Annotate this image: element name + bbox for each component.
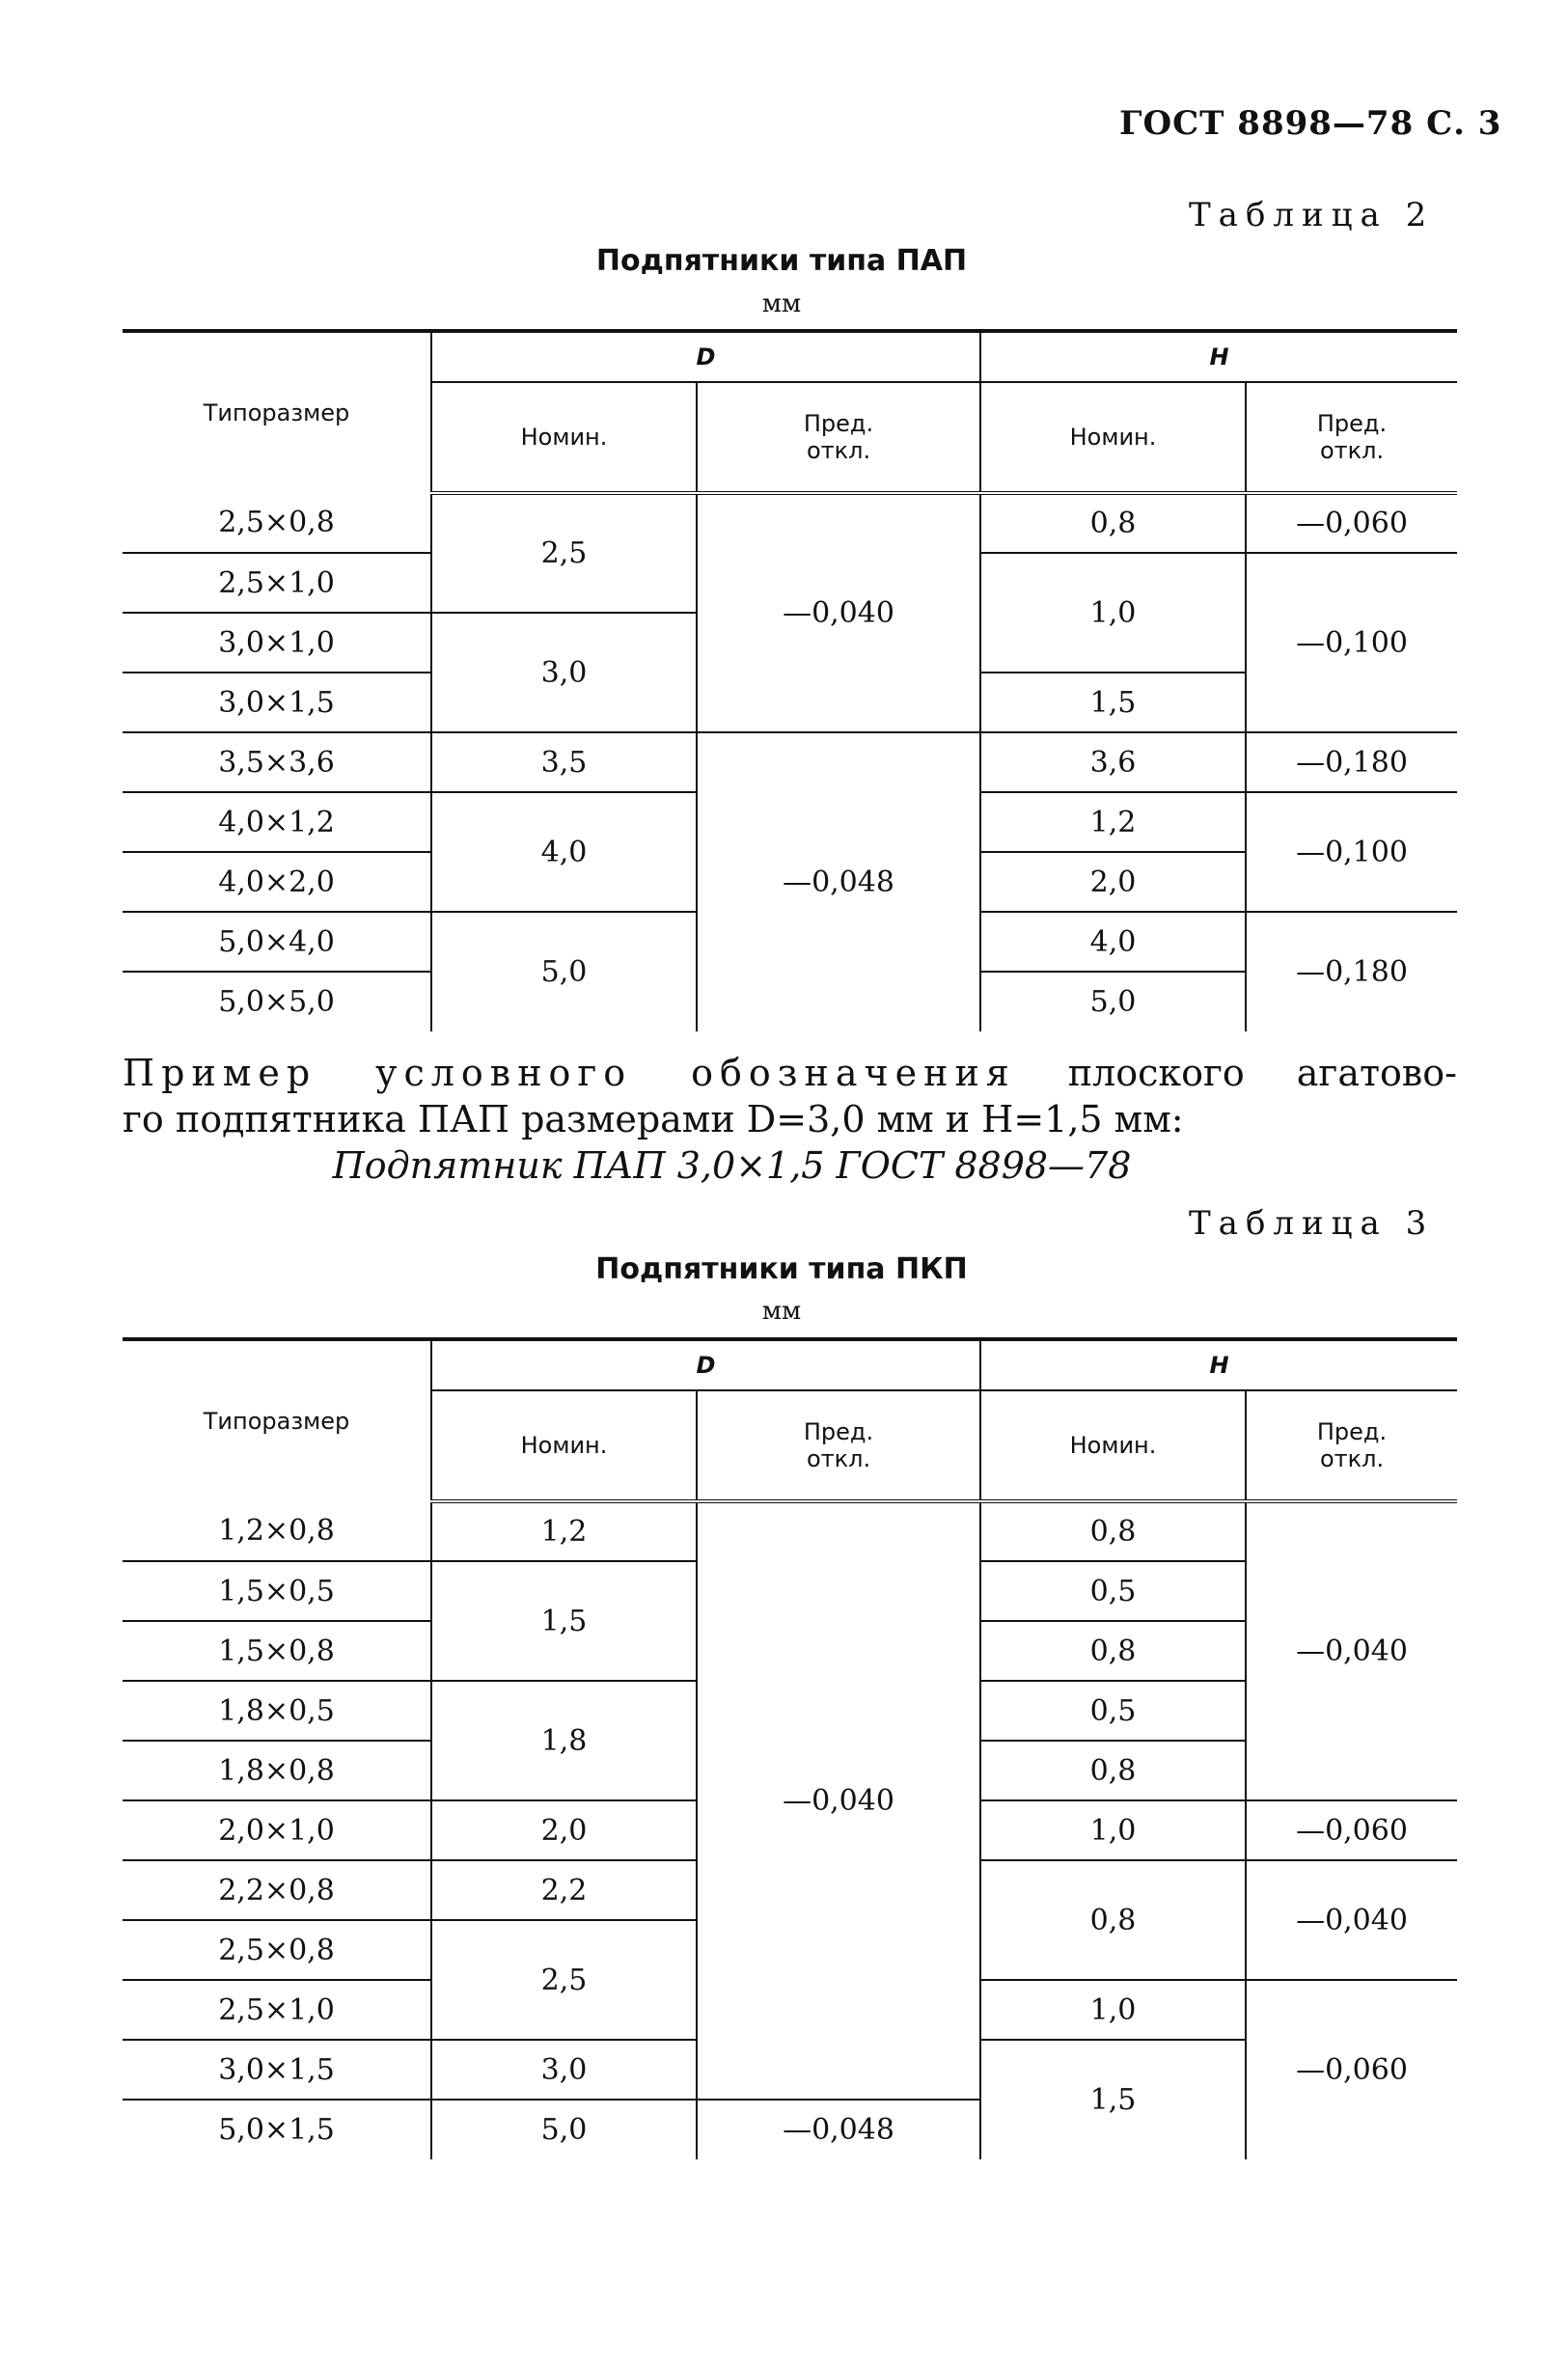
- cell-h-nominal: 4,0: [980, 912, 1246, 972]
- col-h-header: H: [980, 1339, 1457, 1390]
- deviation-line1: Пред.: [803, 410, 874, 437]
- table3: [123, 1337, 1457, 2159]
- cell-size: 1,5×0,5: [123, 1561, 431, 1621]
- deviation-line2: откл.: [806, 437, 871, 464]
- col-d-deviation: [697, 382, 980, 493]
- col-size-header: Типоразмер: [123, 331, 431, 493]
- col-h-deviation: [1246, 382, 1457, 493]
- table3-title: Подпятники типа ПКП: [595, 1252, 968, 1286]
- cell-size: 3,5×3,6: [123, 732, 431, 792]
- cell-d-nominal: 2,5: [431, 1920, 697, 2040]
- cell-d-nominal: 2,5: [431, 493, 697, 613]
- table2-label: Таблица 2: [1189, 196, 1435, 234]
- cell-h-nominal: 0,8: [980, 493, 1246, 553]
- col-d-header: D: [431, 1339, 980, 1390]
- cell-h-nominal: 0,5: [980, 1681, 1246, 1741]
- cell-d-deviation: —0,040: [697, 493, 980, 732]
- cell-d-nominal: 5,0: [431, 2100, 697, 2159]
- cell-size: 1,8×0,8: [123, 1741, 431, 1800]
- table-row: [123, 732, 1457, 792]
- cell-d-nominal: 5,0: [431, 912, 697, 1031]
- cell-h-nominal: 1,2: [980, 792, 1246, 852]
- cell-size: 2,2×0,8: [123, 1860, 431, 1920]
- cell-size: 2,5×1,0: [123, 553, 431, 613]
- cell-d-nominal: 4,0: [431, 792, 697, 912]
- cell-h-deviation: —0,060: [1246, 1800, 1457, 1860]
- cell-size: 3,0×1,5: [123, 2040, 431, 2100]
- cell-h-nominal: 0,8: [980, 1860, 1246, 1980]
- deviation-line1: Пред.: [1316, 410, 1388, 437]
- example-line-1: [123, 1050, 1457, 1096]
- cell-h-nominal: 0,5: [980, 1561, 1246, 1621]
- cell-h-deviation: —0,040: [1246, 1501, 1457, 1800]
- cell-h-deviation: —0,060: [1296, 2053, 1408, 2087]
- cell-size: 5,0×4,0: [123, 912, 431, 972]
- table2: [123, 329, 1457, 1031]
- cell-h-nominal: 1,0: [980, 553, 1246, 673]
- cell-d-nominal: 2,2: [431, 1860, 697, 1920]
- cell-size: 4,0×1,2: [123, 792, 431, 852]
- table-row: [123, 493, 1457, 553]
- col-h-nominal: Номин.: [980, 1390, 1246, 1501]
- cell-h-nominal: 3,6: [980, 732, 1246, 792]
- cell-size: 2,0×1,0: [123, 1800, 431, 1860]
- cell-h-nominal: 1,0: [980, 1980, 1246, 2040]
- example-lead-rest: плоского агатово-: [1067, 1052, 1457, 1094]
- cell-h-deviation: —0,180: [1296, 955, 1408, 989]
- table2-title: Подпятники типа ПАП: [595, 244, 968, 278]
- deviation-line2: откл.: [1319, 1445, 1385, 1472]
- cell-h-deviation: —0,060: [1246, 493, 1457, 553]
- cell-d-nominal: 1,8: [431, 1681, 697, 1800]
- cell-size: 4,0×2,0: [123, 852, 431, 912]
- cell-h-nominal: 0,8: [980, 1621, 1246, 1681]
- table3-unit: мм: [761, 1297, 802, 1326]
- cell-h-deviation: —0,040: [1246, 1860, 1457, 1980]
- cell-h-nominal: 1,0: [980, 1800, 1246, 1860]
- cell-h-nominal: 1,5: [980, 2040, 1246, 2159]
- table2-unit: мм: [761, 289, 802, 318]
- cell-size: 1,5×0,8: [123, 1621, 431, 1681]
- col-h-deviation: [1246, 1390, 1457, 1501]
- col-h-nominal: Номин.: [980, 382, 1246, 493]
- table-row: [123, 1501, 1457, 1561]
- cell-h-deviation: —0,100: [1246, 553, 1457, 732]
- cell-size: 5,0×5,0: [123, 972, 431, 1031]
- cell-d-nominal: 3,0: [431, 2040, 697, 2100]
- cell-size: 3,0×1,5: [123, 673, 431, 732]
- cell-h-nominal: 0,8: [980, 1741, 1246, 1800]
- cell-d-deviation: —0,048: [697, 732, 980, 1031]
- col-d-nominal: Номин.: [431, 1390, 697, 1501]
- deviation-line2: откл.: [1319, 437, 1385, 464]
- cell-size: 3,0×1,0: [123, 613, 431, 673]
- deviation-line1: Пред.: [803, 1418, 874, 1445]
- deviation-line1: Пред.: [1316, 1418, 1388, 1445]
- col-size-header: Типоразмер: [123, 1339, 431, 1501]
- page-header: ГОСТ 8898—78 С. 3: [1119, 104, 1502, 143]
- cell-d-nominal: 1,2: [431, 1501, 697, 1561]
- cell-h-deviation: —0,180: [1246, 732, 1457, 792]
- col-d-deviation: [697, 1390, 980, 1501]
- cell-h-nominal: 2,0: [980, 852, 1246, 912]
- cell-d-deviation: —0,048: [697, 2100, 980, 2159]
- col-d-nominal: Номин.: [431, 382, 697, 493]
- cell-d-deviation: —0,040: [697, 1501, 980, 2100]
- cell-size: 2,5×0,8: [123, 1920, 431, 1980]
- cell-size: 5,0×1,5: [123, 2100, 431, 2159]
- cell-h-deviation: —0,100: [1246, 792, 1457, 912]
- col-h-header: H: [980, 331, 1457, 382]
- col-d-header: D: [431, 331, 980, 382]
- table3-label: Таблица 3: [1189, 1204, 1435, 1243]
- designation-example: [123, 1050, 1457, 1189]
- cell-size: 2,5×1,0: [123, 1980, 431, 2040]
- cell-h-nominal: 1,5: [980, 673, 1246, 732]
- cell-h-nominal: 0,8: [980, 1501, 1246, 1561]
- cell-size: 1,2×0,8: [123, 1501, 431, 1561]
- cell-size: 1,8×0,5: [123, 1681, 431, 1741]
- cell-d-nominal: 3,5: [431, 732, 697, 792]
- example-designation: Подпятник ПАП 3,0×1,5 ГОСТ 8898—78: [332, 1144, 1132, 1187]
- example-lead: Пример условного обозначения: [123, 1052, 1016, 1094]
- cell-size: 2,5×0,8: [123, 493, 431, 553]
- cell-h-nominal: 5,0: [980, 972, 1246, 1031]
- cell-d-nominal: 2,0: [431, 1800, 697, 1860]
- cell-d-nominal: 3,0: [431, 613, 697, 732]
- example-line-2: го подпятника ПАП размерами D=3,0 мм и H=1,5 мм:: [123, 1098, 1184, 1140]
- cell-d-nominal: 1,5: [431, 1561, 697, 1681]
- deviation-line2: откл.: [806, 1445, 871, 1472]
